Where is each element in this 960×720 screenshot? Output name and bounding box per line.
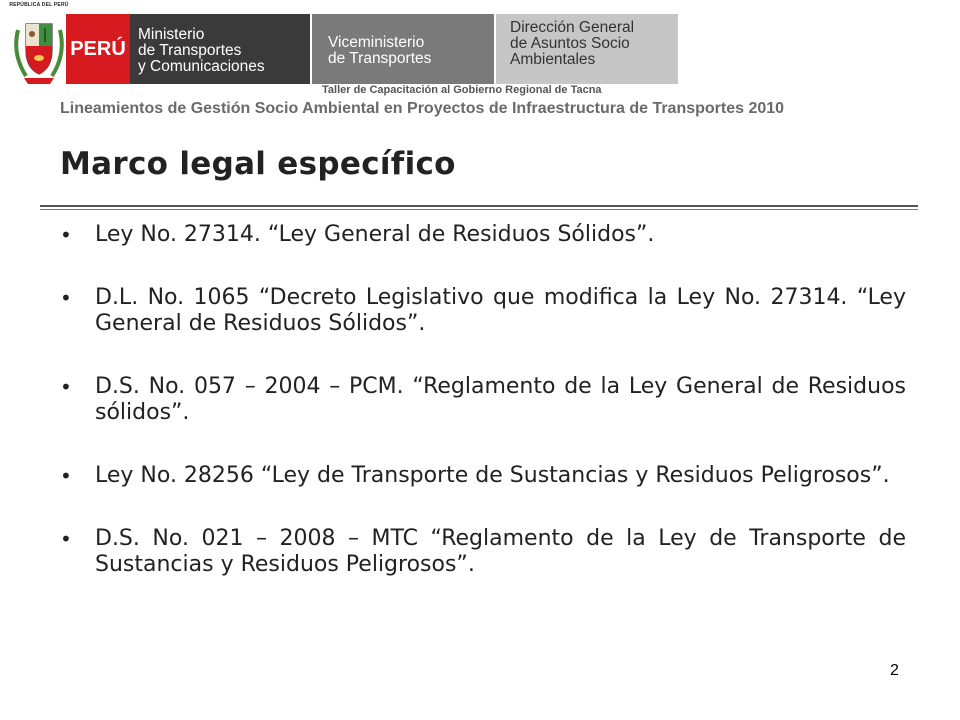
bullet-item <box>60 374 906 426</box>
bullet-dot: • <box>60 286 72 310</box>
coat-of-arms-icon <box>12 10 66 86</box>
viceministry-line: de Transportes <box>328 50 432 67</box>
bullet-dot: • <box>60 527 72 551</box>
bullet-dot: • <box>60 223 72 247</box>
ministry-line: de Transportes <box>138 42 242 59</box>
direction-logo <box>496 14 678 84</box>
slide-header <box>0 0 960 96</box>
bullet-dot: • <box>60 464 72 488</box>
bullet-item <box>60 463 906 489</box>
bullet-text: D.L. No. 1065 “Decreto Legislativo que modifica la Ley No. 27314. “Ley General de Residuos Sólidos”. <box>95 285 906 336</box>
ministry-line: Ministerio <box>138 26 205 43</box>
viceministry-logo <box>312 14 494 84</box>
workshop-caption: Taller de Capacitación al Gobierno Regional de Tacna <box>322 84 602 96</box>
direction-line: Dirección General <box>510 19 635 36</box>
direction-line: de Asuntos Socio <box>510 35 630 52</box>
direction-line: Ambientales <box>510 51 596 68</box>
guidelines-subtitle: Lineamientos de Gestión Socio Ambiental en Proyectos de Infraestructura de Transportes 2010 <box>60 100 785 117</box>
viceministry-line: Viceministerio <box>328 34 425 51</box>
page-number: 2 <box>890 662 899 679</box>
bullet-text: Ley No. 28256 “Ley de Transporte de Sustancias y Residuos Peligrosos”. <box>95 463 890 488</box>
bullet-list <box>60 222 906 615</box>
bullet-dot: • <box>60 375 72 399</box>
peru-logo <box>66 14 130 84</box>
title-divider-thin <box>40 209 918 210</box>
country-label: PERÚ <box>70 37 126 60</box>
seal-caption: REPÚBLICA DEL PERÚ <box>9 2 69 8</box>
bullet-item <box>60 526 906 578</box>
slide-title: Marco legal específico <box>60 146 456 182</box>
bullet-text: D.S. No. 057 – 2004 – PCM. “Reglamento de la Ley General de Residuos sólidos”. <box>95 374 906 425</box>
ministry-line: y Comunicaciones <box>138 58 265 75</box>
title-divider <box>40 205 918 207</box>
bullet-item <box>60 222 906 248</box>
bullet-text: Ley No. 27314. “Ley General de Residuos Sólidos”. <box>95 222 655 247</box>
ministry-logo <box>130 14 310 84</box>
bullet-item <box>60 285 906 337</box>
bullet-text: D.S. No. 021 – 2008 – MTC “Reglamento de la Ley de Transporte de Sustancias y Residuos Peligrosos”. <box>95 526 906 577</box>
